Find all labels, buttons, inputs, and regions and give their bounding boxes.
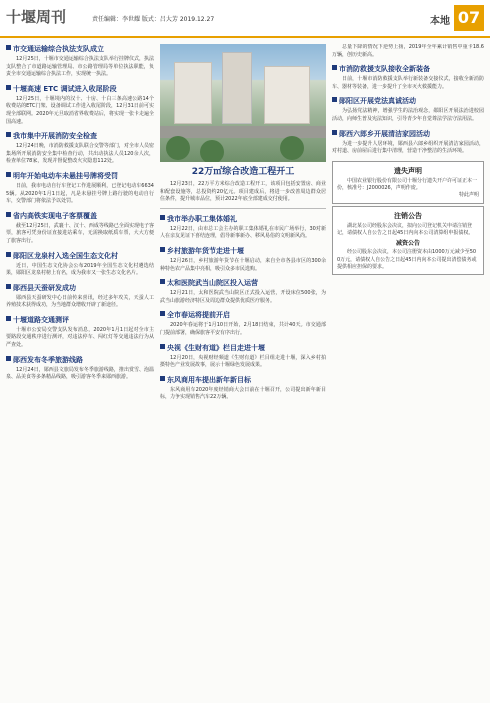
article-title: 十堰道路交通测评	[6, 315, 154, 325]
notice-subtitle: 减资公告	[395, 240, 420, 248]
notice-body: 湖北某公司经股东会决议，拟向公司登记机关申请注销登记，请债权人自公告之日起45日内向本公司清算组申报债权。	[337, 222, 474, 236]
article	[6, 84, 154, 126]
article-title: 明年开始电动车未悬挂号牌将受罚	[6, 171, 154, 181]
page-number-badge: 07	[454, 5, 484, 31]
bullet-square-icon	[6, 212, 11, 217]
article-body: 12月26日，乡村旅游年货节在十堰启动，来自全市各县市区的300余种特色农产品集中亮相，吸引众多市民选购。	[160, 257, 326, 272]
article	[332, 64, 484, 91]
article-title: 市交通运输综合执法支队成立	[6, 44, 154, 54]
notice-title: 注销公告	[394, 211, 422, 220]
article-body: 近日，中国生态文化协会公布2019年全国生态文化村遴选结果，郧阳区龙泉村榜上有名，成为我市又一张生态文化名片。	[6, 262, 154, 277]
bullet-square-icon	[6, 172, 11, 177]
article-title: 省内高铁实现电子客票覆盖	[6, 211, 154, 221]
article-body: 12月24日晚，市消防救援支队联合交警等部门，对全市人员密集场所开展消防安全集中检查行动，共出动执法人员120余人次，检查单位78家，发现并督促整改火灾隐患112处。	[6, 143, 154, 165]
article-body: 12月25日，十堰市交通运输综合执法支队举行挂牌仪式，执法支队整合了市道路运输管理局、市公路管理局等单位执法职能，负责全市交通运输综合执法工作，实现统一执法。	[6, 56, 154, 78]
article	[160, 214, 326, 241]
article	[160, 278, 326, 305]
notice-title: 遗失声明	[394, 166, 422, 175]
notice-sign: 特此声明	[458, 192, 479, 199]
article-title: 乡村旅游年货节走进十堰	[160, 246, 326, 256]
bullet-square-icon	[332, 130, 337, 135]
article-title: 郧阳区开展党法真诚活动	[332, 96, 484, 106]
article	[332, 129, 484, 156]
lead-photo	[160, 44, 326, 162]
bullet-square-icon	[332, 65, 337, 70]
bullet-square-icon	[6, 132, 11, 137]
tree-shape	[200, 140, 224, 162]
article-body: 为进一步提升人居环境，郧西县六郎乡组织开展清洁家园活动，对村道、房前屋后进行集中清理，营造干净整洁的生活环境。	[332, 140, 484, 155]
bullet-square-icon	[160, 344, 165, 349]
article-title: 太和医院武当山院区投入运营	[160, 278, 326, 288]
article	[6, 315, 154, 350]
bullet-square-icon	[6, 45, 11, 50]
notice-body: 中国农业银行股份有限公司十堰分行遗失开户许可证正本一份，核准号：J2000026，声明作废。	[337, 177, 478, 192]
article-title: 郧阳区龙泉村入选全国生态文化村	[6, 251, 154, 261]
article	[160, 343, 326, 370]
article-body: 12月25日，十堰境内的汉十、十房、十白三条高速公路14个收费站的ETC门架、设备调试工作进入收尾阶段，12月31日前可实现全部联网。2020年元旦取消省界收费站后，将实现一张卡走遍全国高速。	[6, 95, 154, 125]
article-body: 郧西县天蚕研发中心日前传来喜讯，经过多年攻关，天蚕人工养殖技术获得成功，为当地群众增收开辟了新途径。	[6, 294, 154, 309]
continued-text: 总量下降的情况下逆势上扬，2019年全年累计销售中重卡18.6万辆，创历史新高。	[332, 44, 484, 58]
bullet-square-icon	[160, 247, 165, 252]
article	[6, 283, 154, 310]
masthead-brand: 十堰周刊	[6, 8, 67, 26]
article	[6, 44, 154, 79]
article	[6, 171, 154, 206]
bullet-square-icon	[160, 311, 165, 316]
article-body: 十堰市公安局交警支队发布消息，2020年1月1日起对全市主要路段交通秩序进行测评，对违法停车、闯红灯等交通违法行为从严查处。	[6, 326, 154, 349]
article-title: 市消防救援支队接收全新装备	[332, 64, 484, 74]
road-shape	[160, 126, 326, 138]
article-body: 2020年春运将于1月10日开始，2月18日结束，共计40天。市交通部门提前部署，确保旅客平安有序出行。	[160, 322, 326, 336]
building-shape	[222, 52, 252, 124]
article-body: 日前，我市电动自行车登记工作进展顺利，已登记电动车66345辆。从2020年1月1日起，凡是未悬挂号牌上路行驶的电动自行车，交警部门将依法予以处罚。	[6, 182, 154, 205]
article	[6, 211, 154, 246]
article-title: 我市集中开展消防安全检查	[6, 131, 154, 141]
column-right	[332, 44, 484, 699]
bullet-square-icon	[6, 356, 11, 361]
tree-shape	[280, 136, 304, 160]
bullet-square-icon	[6, 252, 11, 257]
article	[160, 246, 326, 273]
article	[6, 131, 154, 166]
article-title: 央视《生财有道》栏目走进十堰	[160, 343, 326, 353]
building-shape	[174, 62, 212, 124]
bullet-square-icon	[160, 279, 165, 284]
column-left	[6, 44, 154, 699]
article-title: 郧西六郎乡开展清洁家园活动	[332, 129, 484, 139]
article-body: 12月21日，太和医院武当山院区正式投入运营，开设床位500张，为武当山旅游经济特区及周边群众提供优质医疗服务。	[160, 290, 326, 304]
article-body: 截至12月25日，武襄十、汉十、西成等线路已全面实现电子客票，旅客可凭身份证直接进站乘车，无需换取纸质车票，大大方便了旅客出行。	[6, 222, 154, 244]
article-title: 全市春运将提前开启	[160, 310, 326, 320]
bullet-square-icon	[332, 97, 337, 102]
notice-box	[332, 206, 484, 275]
bullet-square-icon	[160, 376, 165, 381]
article	[160, 310, 326, 337]
lead-headline: 22万㎡综合改造工程开工	[191, 167, 295, 177]
bullet-square-icon	[6, 85, 11, 90]
article-body: 为弘扬党法精神，增强学生的法治观念，郧阳区开展法治进校园活动，向师生普及宪法知识，引导青少年自觉尊法学法守法用法。	[332, 108, 484, 122]
bullet-square-icon	[160, 215, 165, 220]
article-title: 我市举办职工集体婚礼	[160, 214, 326, 224]
page-header	[0, 0, 490, 38]
section-label: 本地	[430, 16, 450, 27]
lead-body: 12月23日，22万平方米综合改造工程开工，该项目包括安置房、商业和配套设施等，总投资约20亿元。项目建成后，将进一步改善周边群众居住条件，提升城市品位，预计2022年底全部建成交付使用。	[160, 181, 326, 209]
article	[160, 375, 326, 402]
article-body: 12月24日，郧西县文旅局发布冬季旅游线路，推出赏雪、泡温泉、品美食等多条精品线路，吸引游客冬季来郧西旅游。	[6, 366, 154, 381]
column-middle	[160, 44, 326, 699]
article-title: 郧西发布冬季旅游线路	[6, 355, 154, 365]
issue-meta: 责任编辑：李世耀 版式：吕大芳 2019.12.27	[92, 16, 215, 23]
article-body: 东风商用车2020年度经销商大会日前在十堰召开，公司提出新年新目标，力争实现销售汽车22万辆。	[160, 386, 326, 401]
article-body: 12月20日，央视财经频道《生财有道》栏目组走进十堰，深入乡村拍摄特色产业发展故事，展示十堰绿色发展成果。	[160, 354, 326, 369]
article-body: 12月22日，由市总工会主办的职工集体婚礼在市民广场举行，30对新人在亲友见证下喜结连理，倡导新事新办、移风易俗的文明新风尚。	[160, 225, 326, 240]
bullet-square-icon	[6, 316, 11, 321]
building-shape	[264, 66, 310, 124]
notice-sub-body: 经公司股东会决议，本公司注册资本由1000万元减少至500万元，请债权人自公告之日起45日内向本公司提出清偿债务或提供相应担保的要求。	[337, 249, 477, 270]
article-title: 郧西县天蚕研发成功	[6, 283, 154, 293]
tree-shape	[166, 136, 190, 160]
article	[332, 96, 484, 123]
article-title: 十堰高速 ETC 调试进入收尾阶段	[6, 84, 154, 94]
notice-box	[332, 161, 484, 204]
article-title: 东风商用车提出新年新目标	[160, 375, 326, 385]
article	[6, 251, 154, 278]
bullet-square-icon	[6, 284, 11, 289]
article	[6, 355, 154, 382]
article-body: 日前，十堰市消防救援支队举行新装备交接仪式，接收全新消防车、器材等装备，进一步提升了全市灭火救援能力。	[332, 76, 484, 90]
